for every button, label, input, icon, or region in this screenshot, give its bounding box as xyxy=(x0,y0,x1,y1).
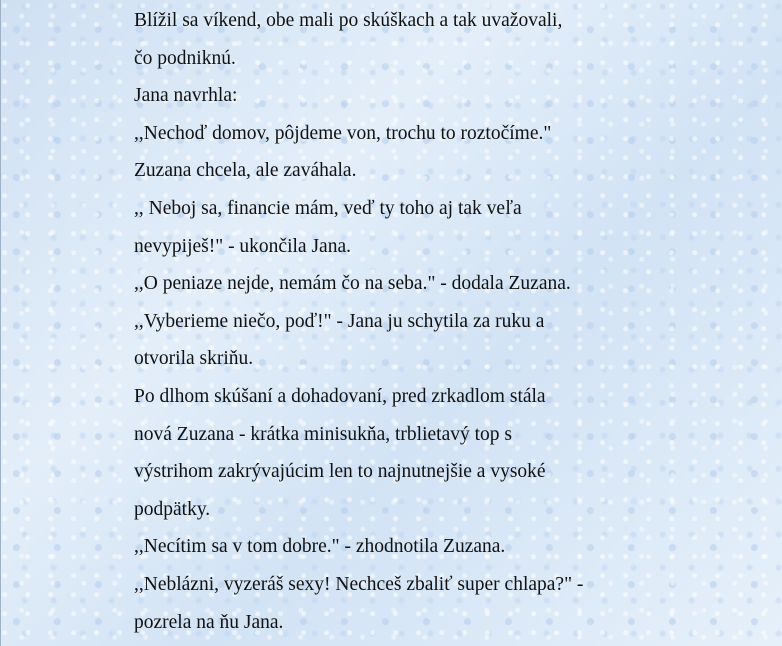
story-line-12: nová Zuzana - krátka minisukňa, trblietavý top s xyxy=(134,423,512,445)
story-line-11: Po dlhom skúšaní a dohadovaní, pred zrkadlom stála xyxy=(134,385,546,407)
story-line-8: ,,O peniaze nejde, nemám čo na seba." - dodala Zuzana. xyxy=(134,273,571,295)
story-line-10: otvorila skriňu. xyxy=(134,348,254,370)
story-line-13: výstrihom zakrývajúcim len to najnutnejšie a vysoké xyxy=(134,461,546,483)
story-line-4: ,,Nechoď domov, pôjdeme von, trochu to roztočíme." xyxy=(134,122,552,144)
story-line-6: ,, Neboj sa, financie mám, veď ty toho aj tak veľa xyxy=(134,197,522,219)
story-text xyxy=(134,2,774,641)
story-line-9: ,,Vyberieme niečo, poď!" - Jana ju schytila za ruku a xyxy=(134,310,545,332)
story-line-14: podpätky. xyxy=(134,498,211,520)
story-line-17: pozrela na ňu Jana. xyxy=(134,611,284,633)
story-line-3: Jana navrhla: xyxy=(134,85,238,107)
story-line-5: Zuzana chcela, ale zaváhala. xyxy=(134,160,357,182)
story-line-15: ,,Necítim sa v tom dobre." - zhodnotila Zuzana. xyxy=(134,536,506,558)
story-line-2: čo podniknú. xyxy=(134,47,236,69)
story-line-1: Blížil sa víkend, obe mali po skúškach a tak uvažovali, xyxy=(134,10,563,31)
story-line-7: nevypiješ!" - ukončila Jana. xyxy=(134,235,351,257)
story-line-16: ,,Neblázni, vyzeráš sexy! Nechceš zbaliť super chlapa?" - xyxy=(134,573,584,595)
